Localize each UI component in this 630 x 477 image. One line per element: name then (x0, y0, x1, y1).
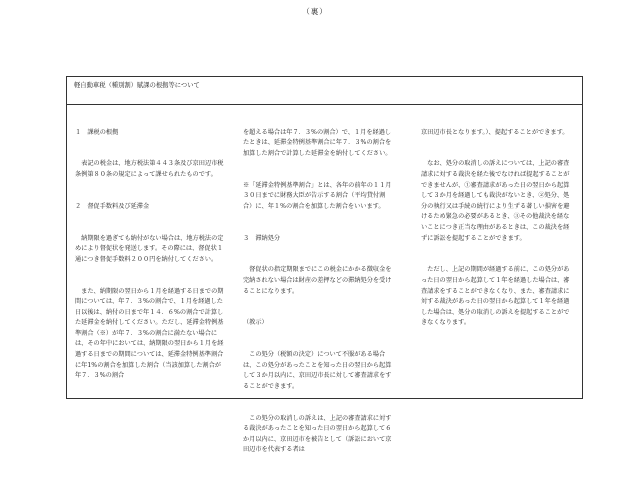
text-column-1 (75, 117, 225, 403)
paragraph-basis: 表記の税金は、地方税法第４４３条及び京田辺市税条例第８０条の規定によって課せられたものです。 (75, 160, 224, 178)
section-heading-disposition: ３ 滞納処分 (243, 234, 281, 242)
back-side-label: （裏） (302, 7, 328, 16)
paragraph-review-request: この処分（税額の決定）について不服がある場合は、この処分があったことを知った日の翌日から起算して３か月以内に、京田辺市長に対して審査請求をすることができます。 (243, 351, 392, 390)
section-heading-fees: ２ 督促手数料及び延滞金 (75, 202, 150, 210)
paragraph-delinquency: また、納期限の翌日から１月を経過する日までの期間については、年７．３%の割合で、１月を経過した日以後は、納付の日まで年１４．６%の割合で計算した延滞金を納付してください。ただし、延滞金特例基準割合（※）が年７．３%の割合に満たない場合には、その年中においては、納期限の翌日から１月を経過する日までの期間については、延滞金特例基準割合に年1%の割合を加算した割合（当該加算した割合が年７．３%の割合 (75, 287, 224, 380)
header-row (67, 77, 582, 105)
paragraph-lawsuit: この処分の取消しの訴えは、上記の審査請求に対する裁決があったことを知った日の翌日から起算して６か月以内に、京田辺市を被告として（訴訟において京田辺市を代表する者は (243, 414, 392, 454)
notice-frame (66, 76, 583, 454)
paragraph-delinquency-cont: を超える場合は年７．３%の割合）で、１月を経過したときは、延滞金特例基準割合に年７．３%の割合を加算した割合で計算した延滞金を納付してください。 (243, 128, 392, 157)
paragraph-disposition: 督促状の指定期限までにこの税金にかかる徴収金を完納されない場合は財産の差押などの滞納処分を受けることになります。 (243, 266, 392, 295)
section-heading-basis: １ 課税の根拠 (75, 128, 119, 136)
header-title: 軽自動車税（種別割）賦課の根拠等について (74, 82, 200, 89)
text-column-2 (243, 117, 393, 477)
text-column-3 (421, 117, 571, 350)
paragraph-lawsuit-cont: 京田辺市長となります。）、提起することができます。 (421, 128, 569, 136)
section-heading-instruction: （教示） (243, 319, 268, 327)
paragraph-lawsuit-exceptions: なお、処分の取消しの訴えについては、上記の審査請求に対する裁決を経た後でなければ提起することができませんが、①審査請求があった日の翌日から起算して３か月を経過しても裁決がないとき、②処分、処分の執行又は手続の続行により生ずる著しい損害を避けるため緊急の必要があるとき、③その他裁決を経ないことにつき正当な理由があるときは、この裁決を経ずに訴訟を提起することができます。 (421, 160, 570, 242)
paragraph-time-limits: ただし、上記の期間が経過する前に、この処分があった日の翌日から起算して１年を経過した場合は、審査請求をすることができなくなり、また、審査請求に対する裁決があった日の翌日から起算して１年を経過した場合は、処分の取消しの訴えを提起することができなくなります。 (421, 266, 570, 327)
paragraph-fees: 納期限を過ぎても納付がない場合は、地方税法の定めにより督促状を発送します。その際には、督促状１通につき督促手数料２００円を納付してください。 (75, 234, 224, 263)
note-special-rate: ※「延滞金特例基準割合」とは、各年の前年の１１月３０日までに財務大臣が告示する割合（平均貸付割合）に、年１%の割合を加算した割合をいいます。 (243, 181, 392, 210)
